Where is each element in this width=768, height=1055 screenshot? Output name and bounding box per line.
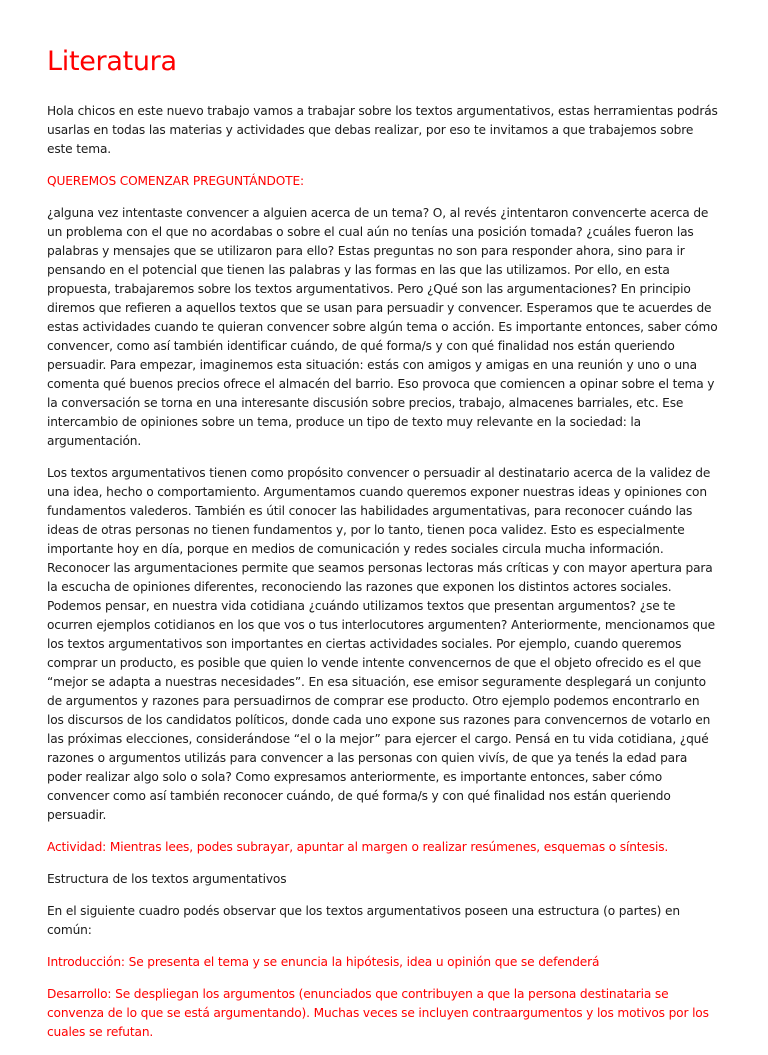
activity-instruction: Actividad: Mientras lees, podes subrayar, apuntar al margen o realizar resúmenes, esquemas o síntesis. xyxy=(47,840,669,854)
structure-development-item: Desarrollo: Se despliegan los argumentos (enunciados que contribuyen a que la persona destinataria se convenza de lo que se está argumentando). Muchas veces se incluyen contraargumentos y los motivos por los cuales se refutan. xyxy=(47,987,709,1039)
questions-paragraph: ¿alguna vez intentaste convencer a alguien acerca de un tema? O, al revés ¿intentaron convencerte acerca de un problema con el que no acordabas o sobre el cual aún no tenías una posición tomada? ¿cuáles fueron las palabras y mensajes que se utilizaron para ello? Estas preguntas no son para responder ahora, sino para ir pensando en el potencial que tienen las palabras y las formas en las que las utilizamos. Por ello, en esta propuesta, trabajaremos sobre los textos argumentativos. Pero ¿Qué son las argumentaciones? En principio diremos que refieren a aquellos textos que se usan para persuadir y convencer. Esperamos que te acuerdes de estas actividades cuando te quieran convencer sobre algún tema o acción. Es importante entonces, saber cómo convencer, como así también identificar cuándo, de qué forma/s y con qué finalidad nos están queriendo persuadir. Para empezar, imaginemos esta situación: estás con amigos y amigas en una reunión y uno o una comenta qué buenos precios ofrece el almacén del barrio. Eso provoca que comiencen a opinar sobre el tema y la conversación se torna en una interesante discusión sobre precios, trabajo, almacenes barriales, etc. Ese intercambio de opiniones sobre un tema, produce un tipo de texto muy relevante en la sociedad: la argumentación. xyxy=(47,206,718,448)
intro-paragraph: Hola chicos en este nuevo trabajo vamos a trabajar sobre los textos argumentativos, estas herramientas podrás usarlas en todas las materias y actividades que debas realizar, por eso te invitamos a que trabajemos sobre este tema. xyxy=(47,104,718,156)
purpose-paragraph: Los textos argumentativos tienen como propósito convencer o persuadir al destinatario acerca de la validez de una idea, hecho o comportamiento. Argumentamos cuando queremos exponer nuestras ideas y opiniones con fundamentos valederos. También es útil conocer las habilidades argumentativas, para reconocer cuándo las ideas de otras personas no tienen fundamentos y, por lo tanto, tienen poca validez. Esto es especialmente importante hoy en día, porque en medios de comunicación y redes sociales circula mucha información. Reconocer las argumentaciones permite que seamos personas lectoras más críticas y con mayor apertura para la escucha de opiniones diferentes, reconociendo las razones que exponen los distintos actores sociales. Podemos pensar, en nuestra vida cotidiana ¿cuándo utilizamos textos que presentan argumentos? ¿se te ocurren ejemplos cotidianos en los que vos o tus interlocutores argumenten? Anteriormente, mencionamos que los textos argumentativos son importantes en ciertas actividades sociales. Por ejemplo, cuando queremos comprar un producto, es posible que quien lo vende intente convencernos de que el objeto ofrecido es el que “mejor se adapta a nuestras necesidades”. En esa situación, ese emisor seguramente desplegará un conjunto de argumentos y razones para persuadirnos de comprar ese producto. Otro ejemplo podemos encontrarlo en los discursos de los candidatos políticos, donde cada uno expone sus razones para convencernos de votarlo en las próximas elecciones, considerándose “el o la mejor” para ejercer el cargo. Pensá en tu vida cotidiana, ¿qué razones o argumentos utilizás para convencer a las personas con quien vivís, de que ya tenés la edad para poder realizar algo solo o sola? Como expresamos anteriormente, es importante entonces, saber cómo convencer como así también reconocer cuándo, de qué forma/s y con qué finalidad nos están queriendo persuadir. xyxy=(47,466,715,822)
structure-heading: Estructura de los textos argumentativos xyxy=(47,872,287,886)
page-title: Literatura xyxy=(47,46,177,77)
structure-introduction-item: Introducción: Se presenta el tema y se enuncia la hipótesis, idea u opinión que se defenderá xyxy=(47,955,600,969)
structure-intro-paragraph: En el siguiente cuadro podés observar que los textos argumentativos poseen una estructura (o partes) en común: xyxy=(47,904,680,937)
document-page xyxy=(47,44,719,1055)
question-heading: QUEREMOS COMENZAR PREGUNTÁNDOTE: xyxy=(47,174,304,188)
